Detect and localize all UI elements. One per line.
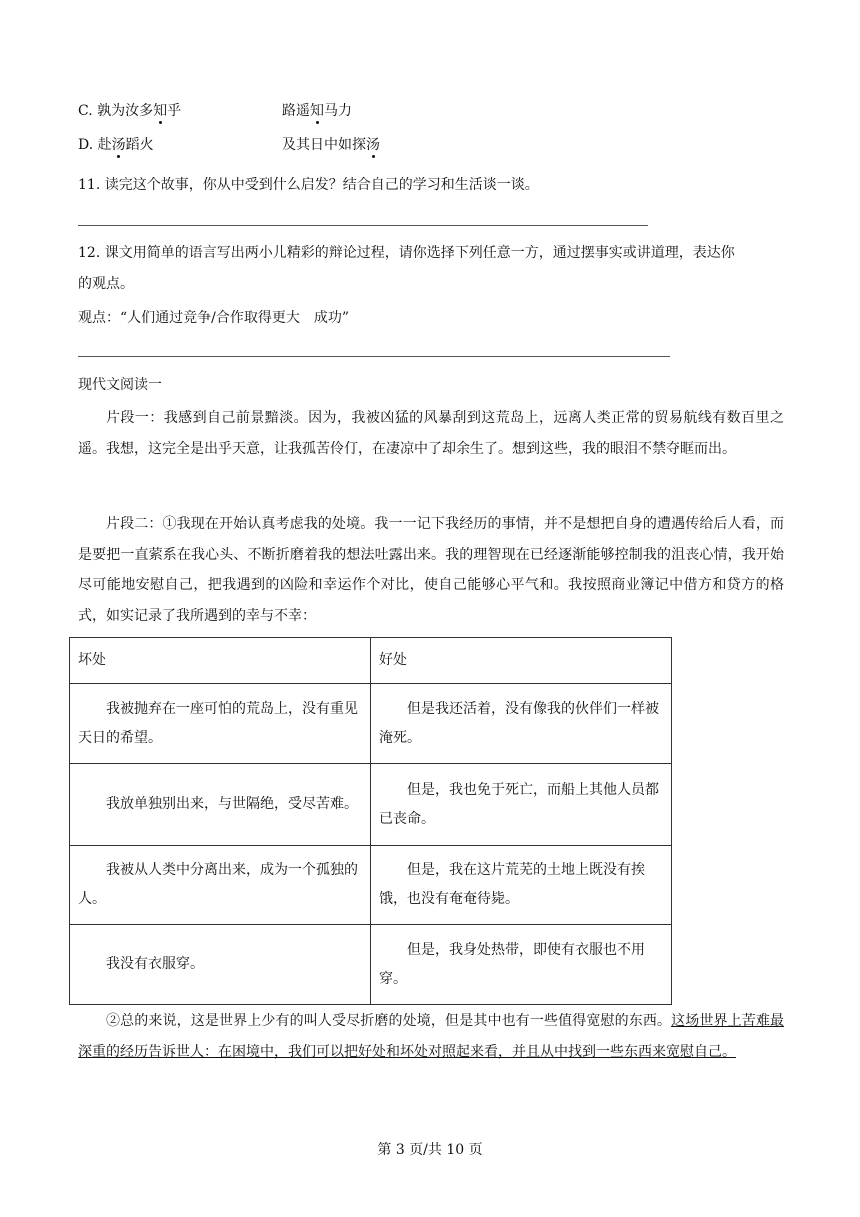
table-row bbox=[70, 684, 672, 764]
option-c-pair-dotted: 知 bbox=[310, 103, 324, 119]
option-c-dotted-char: 知 bbox=[153, 103, 168, 119]
table-header-pros: 好处 bbox=[371, 638, 672, 684]
table-header-row bbox=[70, 638, 672, 684]
fragment-2-conclusion bbox=[78, 1006, 784, 1067]
conclusion-underlined: 这场世界上苦难最深重的经历告诉世人：在困境中，我们可以把好处和坏处对照起来看，并且从中找到一些东西来宽慰自己。 bbox=[78, 1013, 785, 1060]
option-c: C. 孰为汝多知乎 bbox=[78, 103, 182, 119]
table-row bbox=[70, 846, 672, 925]
option-c-pair-a: 路遥 bbox=[282, 103, 310, 119]
table-row bbox=[70, 925, 672, 1005]
option-d-pair-a: 及其日中如探 bbox=[282, 137, 366, 153]
table-cell: 我被从人类中分离出来，成为一个孤独的人。 bbox=[70, 846, 371, 925]
option-d-text-b: 蹈火 bbox=[125, 137, 154, 153]
pros-cons-table bbox=[69, 637, 672, 1005]
fragment-1: 片段一：我感到自己前景黯淡。因为，我被凶猛的风暴刮到这荒岛上，远离人类正常的贸易航线有数百里之遥。我想，这完全是出乎天意，让我孤苦伶仃，在凄凉中了却余生了。想到这些，我的眼泪不禁夺眶而出。 bbox=[78, 410, 784, 457]
option-c-text-a: 孰为汝多 bbox=[97, 103, 154, 119]
table-cell: 但是，我也免于死亡，而船上其他人员都已丧命。 bbox=[371, 764, 672, 846]
page-footer: 第 3 页/共 10 页 bbox=[377, 1142, 483, 1158]
option-d: D. 赴汤蹈火 bbox=[78, 137, 154, 153]
option-d-dotted-char: 汤 bbox=[111, 137, 126, 153]
fragment-2: 片段二：①我现在开始认真考虑我的处境。我一一记下我经历的事情，并不是想把自身的遭遇传给后人看，而是要把一直萦系在我心头、不断折磨着我的想法吐露出来。我的理智现在已经逐渐能够控制我的沮丧心情，我开始尽可能地安慰自己，把我遇到的凶险和幸运作个对比，使自己能够心平气和。我按照商业簿记中借方和贷方的格式，如实记录了我所遇到的幸与不幸： bbox=[78, 516, 784, 624]
option-c-text-b: 乎 bbox=[167, 103, 182, 119]
question-12-line2: 的观点。 bbox=[78, 276, 134, 292]
option-c-pair bbox=[282, 100, 352, 120]
question-12-line1: 12. 课文用简单的语言写出两小儿精彩的辩论过程，请你选择下列任意一方，通过摆事实或讲道理，表达你 bbox=[78, 245, 735, 261]
answer-line-11[interactable] bbox=[78, 225, 648, 226]
table-cell: 但是我还活着，没有像我的伙伴们一样被淹死。 bbox=[371, 684, 672, 764]
table-row bbox=[70, 764, 672, 846]
question-11: 11. 读完这个故事，你从中受到什么启发？结合自己的学习和生活谈一谈。 bbox=[78, 177, 539, 193]
answer-line-12[interactable] bbox=[78, 356, 670, 357]
option-c-pair-b: 马力 bbox=[324, 103, 352, 119]
table-header-cons: 坏处 bbox=[70, 638, 371, 684]
option-d-pair bbox=[282, 134, 380, 154]
section-title: 现代文阅读一 bbox=[78, 377, 162, 393]
table-cell: 但是，我身处热带，即使有衣服也不用穿。 bbox=[371, 925, 672, 1005]
conclusion-plain: ②总的来说，这是世界上少有的叫人受尽折磨的处境，但是其中也有一些值得宽慰的东西。 bbox=[106, 1013, 672, 1029]
option-d-text-a: 赴 bbox=[97, 137, 112, 153]
table-cell: 我没有衣服穿。 bbox=[70, 925, 371, 1005]
table-cell: 我放单独别出来，与世隔绝，受尽苦难。 bbox=[70, 764, 371, 846]
viewpoint: 观点：“人们通过竞争/合作取得更大 成功” bbox=[78, 310, 350, 326]
option-d-pair-dotted: 汤 bbox=[366, 137, 380, 153]
table-cell: 但是，我在这片荒芜的土地上既没有挨饿，也没有奄奄待毙。 bbox=[371, 846, 672, 925]
table-cell: 我被抛弃在一座可怕的荒岛上，没有重见天日的希望。 bbox=[70, 684, 371, 764]
